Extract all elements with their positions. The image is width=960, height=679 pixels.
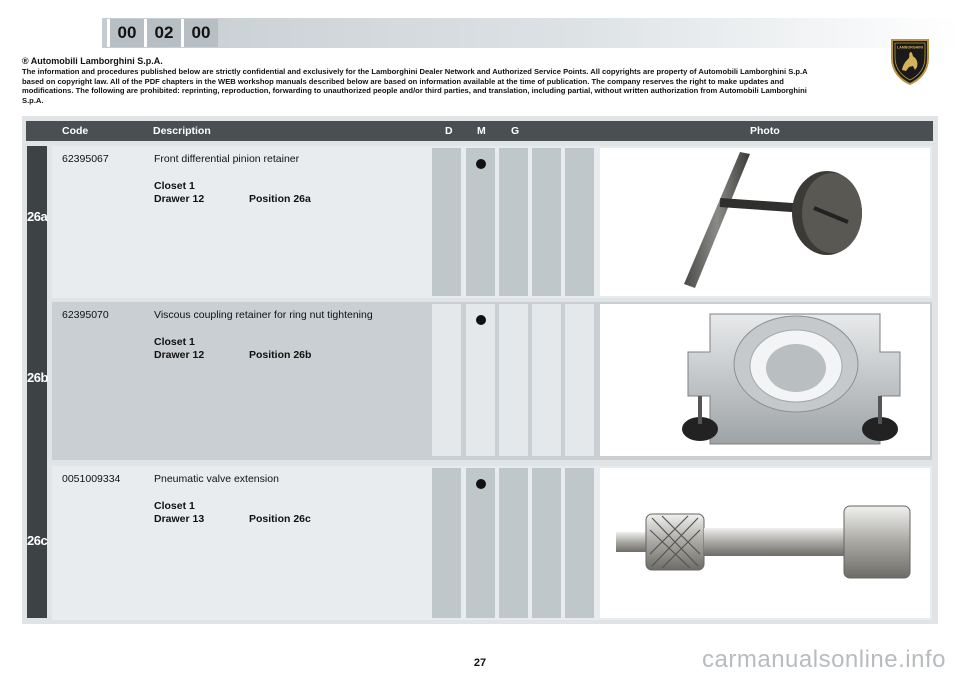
tool-location <box>154 500 311 526</box>
copyright-notice <box>22 56 830 105</box>
col-m: M <box>477 125 486 137</box>
g-cell <box>499 148 528 296</box>
extra-cell <box>565 468 594 618</box>
extra-cell <box>532 304 561 456</box>
extra-cell <box>532 148 561 296</box>
valve-extension-tool-icon <box>600 468 930 618</box>
extra-cell <box>565 148 594 296</box>
col-d: D <box>445 125 453 137</box>
position-label: Position 26a <box>249 193 311 205</box>
drawer-label: Drawer 12 <box>154 349 205 361</box>
tool-photo <box>600 304 930 456</box>
coupling-retainer-tool-icon <box>600 304 930 456</box>
tool-photo <box>600 468 930 618</box>
watermark: carmanualsonline.info <box>702 646 946 673</box>
table-header <box>26 121 933 141</box>
bullet-icon <box>476 315 486 325</box>
row-label-26c: 26c <box>27 533 48 548</box>
col-code: Code <box>62 125 89 137</box>
drawer-label: Drawer 13 <box>154 513 205 525</box>
table-row <box>52 466 932 620</box>
subsection-code: 00 <box>181 19 218 47</box>
g-cell <box>499 304 528 456</box>
extra-cell <box>532 468 561 618</box>
closet-label: Closet 1 <box>154 336 195 348</box>
bullet-icon <box>476 479 486 489</box>
copyright-text: The information and procedures published below are strictly confidential and exclusively for the Lamborghini Dealer Network and Authorized Service Points. All copyrights are property of Automobili Lamborghini S.p.A based on copyright law. All of the PDF chapters in the WEB workshop manuals described below are based on information available at the time of publication. The company reserves the right to make updates and modifications. The following are prohibited: reprinting, reproduction, forwarding to unauthorized people and/or third parties, and translation, including partial, without written authorization from Automobili Lamborghini S.p.A. <box>22 67 808 105</box>
tool-description: Pneumatic valve extension <box>154 473 279 485</box>
tool-code: 62395067 <box>62 153 109 165</box>
tool-location <box>154 336 312 362</box>
d-cell <box>432 148 461 296</box>
copyright-brand: ® Automobili Lamborghini S.p.A. <box>22 56 163 66</box>
col-description: Description <box>153 125 211 137</box>
row-label-26b: 26b <box>27 370 48 385</box>
bullet-icon <box>476 159 486 169</box>
col-g: G <box>511 125 520 137</box>
chapter-code: 00 <box>107 19 144 47</box>
row-label-26a: 26a <box>27 209 48 224</box>
closet-label: Closet 1 <box>154 500 195 512</box>
logo-text: LAMBORGHINI <box>897 45 923 50</box>
position-label: Position 26b <box>249 349 312 361</box>
tool-code: 0051009334 <box>62 473 121 485</box>
pinion-retainer-tool-icon <box>600 148 930 296</box>
table-row <box>52 302 932 460</box>
drawer-label: Drawer 12 <box>154 193 205 205</box>
extra-cell <box>565 304 594 456</box>
position-label: Position 26c <box>249 513 311 525</box>
m-cell <box>466 468 495 618</box>
section-code: 02 <box>144 19 181 47</box>
tool-code: 62395070 <box>62 309 109 321</box>
g-cell <box>499 468 528 618</box>
closet-label: Closet 1 <box>154 180 195 192</box>
lamborghini-shield-icon <box>889 36 931 86</box>
table-row <box>52 146 932 298</box>
m-cell <box>466 304 495 456</box>
d-cell <box>432 468 461 618</box>
m-cell <box>466 148 495 296</box>
page-number: 27 <box>473 657 487 669</box>
tool-location <box>154 180 311 206</box>
d-cell <box>432 304 461 456</box>
tool-photo <box>600 148 930 296</box>
col-photo: Photo <box>750 125 780 137</box>
tool-description: Viscous coupling retainer for ring nut tightening <box>154 309 373 321</box>
tool-description: Front differential pinion retainer <box>154 153 300 165</box>
header-band <box>102 18 960 48</box>
